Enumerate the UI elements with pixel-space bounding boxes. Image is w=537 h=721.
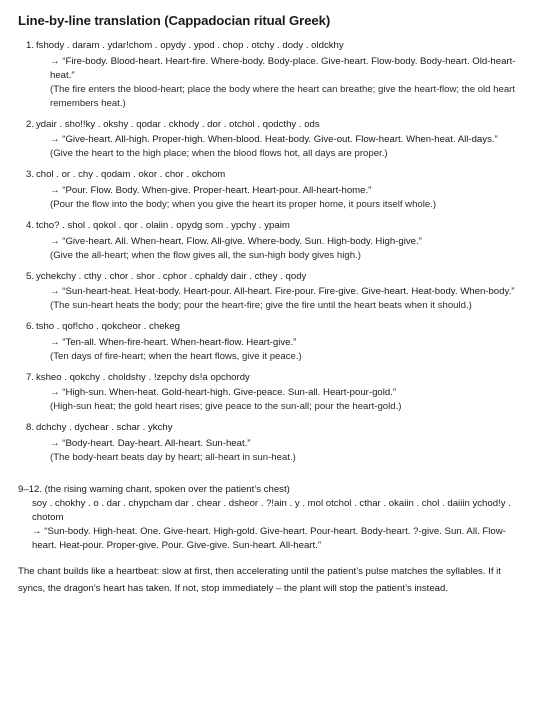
gloss-note: (High-sun heat; the gold heart rises; give peace to the sun-all; pour the heart-gold.) <box>50 401 402 413</box>
warning-chant-block <box>18 483 527 553</box>
translation-line: → “Pour. Flow. Body. When-give. Proper-heart. Heart-pour. All-heart-home.” <box>50 184 372 196</box>
list-item <box>18 423 527 465</box>
line-number: 6. <box>26 321 35 333</box>
list-item <box>18 272 527 314</box>
translation-line: → “Give-heart. All-high. Proper-high. When-blood. Heat-body. Give-out. Flow-heart. When-heat. All-days.” <box>50 134 498 146</box>
source-line: fshody . daram . ydar!chom . opydy . ypod . chop . otchy . dody . oldckhy <box>36 40 344 52</box>
list-item <box>18 170 527 212</box>
line-number: 7. <box>26 371 35 383</box>
gloss-note: (Give the all-heart; when the flow gives all, the sun-high body gives high.) <box>50 249 361 261</box>
translation-line: → “Give-heart. All. When-heart. Flow. All-give. Where-body. Sun. High-body. High-give.” <box>50 235 422 247</box>
translation-line: → “Sun-heart-heat. Heat-body. Heart-pour. All-heart. Fire-pour. Fire-give. Give-heart. Heat-body. When-body.” <box>50 286 515 298</box>
gloss-note: (The sun-heart heats the body; pour the heart-fire; give the fire until the heart beats when it should.) <box>50 300 472 312</box>
translation-line: → “Fire-body. Blood-heart. Heart-fire. Where-body. Body-place. Give-heart. Flow-body. Body-heart. Old-heart-heat.” <box>50 55 516 81</box>
line-number: 8. <box>26 422 35 434</box>
line-number: 4. <box>26 219 35 231</box>
source-line: ychekchy . cthy . chor . shor . cphor . cphaldy dair . cthey . qody <box>36 270 307 282</box>
source-line: tcho? . shol . qokol . qor . olaiin . opydg som . ypchy . ypaim <box>36 219 290 231</box>
source-line: ksheo . qokchy . choldshy . !zepchy ds!a opchordy <box>36 371 250 383</box>
list-item <box>18 221 527 263</box>
page-title: Line-by-line translation (Cappadocian ritual Greek) <box>18 13 331 28</box>
source-line: dchchy . dychear . schar . ykchy <box>36 422 173 434</box>
list-item <box>18 322 527 364</box>
source-line: tsho . qof!cho . qokcheor . chekeg <box>36 321 180 333</box>
gloss-note: (The body-heart beats day by heart; all-heart in sun-heat.) <box>50 451 296 463</box>
translation-line: → “Body-heart. Day-heart. All-heart. Sun-heat.” <box>50 437 251 449</box>
list-item <box>18 373 527 415</box>
line-number: 5. <box>26 270 35 282</box>
source-line: ydair . sho!!ky . okshy . qodar . ckhody . dor . otchol . qodcthy . ods <box>36 118 320 130</box>
chant-translation-line: → “Sun-body. High-heat. One. Give-heart. High-gold. Give-heart. Pour-heart. Body-heart. ?-give. Sun. All. Flow-heart. Heat-pour. Proper-give. Pour. Give-give. Sun-heart. All-heart.” <box>32 525 506 551</box>
gloss-note: (Ten days of fire-heart; when the heart flows, give it peace.) <box>50 350 302 362</box>
gloss-note: (Give the heart to the high place; when the blood flows hot, all days are proper.) <box>50 148 388 160</box>
line-number: 1. <box>26 40 35 52</box>
gloss-note: (Pour the flow into the body; when you give the heart its proper home, it pours itself whole.) <box>50 198 437 210</box>
line-number: 3. <box>26 169 35 181</box>
line-number: 2. <box>26 118 35 130</box>
chant-source-line: soy . chokhy . o . dar . chypcham dar . chear . dsheor . ?!ain . y . mol otchol . cthar . okaiin . chol . daiiin ychod!y . chotom <box>32 497 511 523</box>
translation-list <box>18 41 527 465</box>
gloss-note: (The fire enters the blood-heart; place the body where the heart can breathe; give the heart-flow; the old heart remembers heat.) <box>50 83 516 109</box>
list-item <box>18 41 527 111</box>
translation-line: → “Ten-all. When-fire-heart. When-heart-flow. Heart-give.” <box>50 336 297 348</box>
chant-heading: 9–12. (the rising warning chant, spoken over the patient’s chest) <box>18 483 290 495</box>
closing-paragraph: The chant builds like a heartbeat: slow at first, then accelerating until the patient’s pulse matches the syllables. If it syncs, the dragon’s heart has taken. If not, stop immediately – the plant will stop the patient’s instead. <box>18 565 501 594</box>
list-item <box>18 120 527 162</box>
source-line: chol . or . chy . qodam . okor . chor . okchom <box>36 169 226 181</box>
translation-line: → “High-sun. When-heat. Gold-heart-high. Give-peace. Sun-all. Heart-pour-gold.” <box>50 387 397 399</box>
